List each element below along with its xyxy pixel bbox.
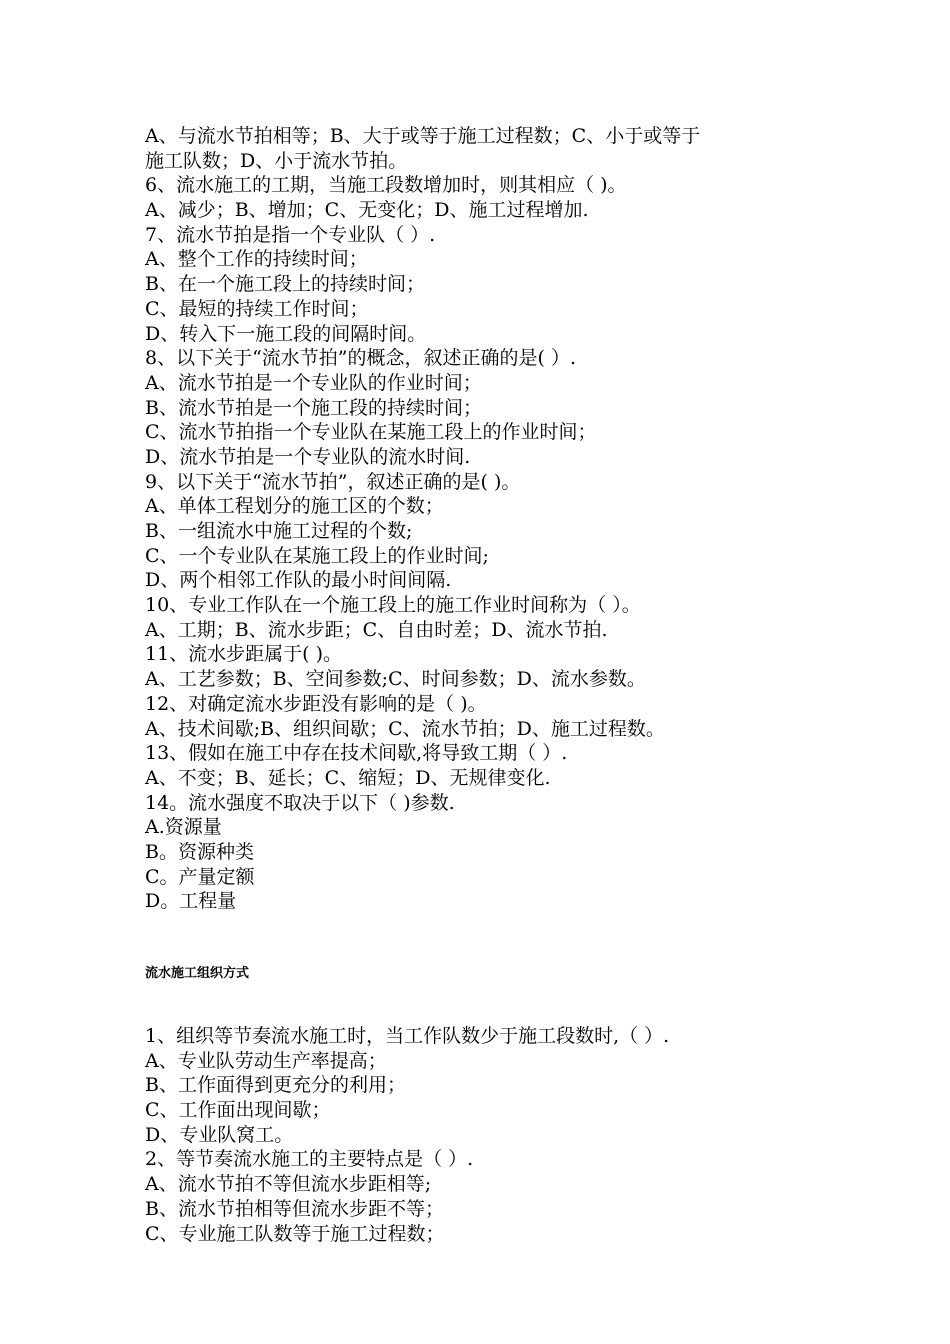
text-line: A、与流水节拍相等；B、大于或等于施工过程数；C、小于或等于 — [145, 125, 701, 147]
text-line: A、整个工作的持续时间； — [145, 248, 368, 271]
text-line: D、转入下一施工段的间隔时间。 — [145, 322, 427, 345]
question-block-part2 — [145, 1024, 845, 1246]
question-block-part1 — [145, 124, 845, 914]
text-line: A.资源量 — [145, 816, 222, 839]
text-line: C。产量定额 — [145, 865, 255, 888]
text-line: C、流水节拍指一个专业队在某施工段上的作业时间； — [145, 421, 597, 444]
text-line: D、两个相邻工作队的最小时间间隔. — [145, 569, 452, 592]
text-line: A、不变；B、延长；C、缩短；D、无规律变化. — [145, 766, 551, 789]
text-line: A、流水节拍不等但流水步距相等; — [145, 1173, 432, 1196]
text-line: 8、以下关于“流水节拍”的概念，叙述正确的是( ）. — [145, 347, 577, 370]
text-line: D、专业队窝工。 — [145, 1123, 294, 1146]
section-heading: 流水施工组织方式 — [145, 966, 250, 981]
text-line: 12、对确定流水步距没有影响的是（ )。 — [145, 692, 487, 715]
text-line: 9、以下关于“流水节拍”，叙述正确的是( )。 — [145, 470, 521, 493]
text-line: C、一个专业队在某施工段上的作业时间; — [145, 544, 489, 567]
text-line: C、最短的持续工作时间； — [145, 297, 369, 320]
text-line: B。资源种类 — [145, 840, 254, 863]
text-line: B、流水节拍是一个施工段的持续时间； — [145, 396, 482, 419]
text-line: 14。流水强度不取决于以下（ )参数. — [145, 791, 455, 814]
text-line: A、专业队劳动生产率提高； — [145, 1049, 387, 1072]
text-line: B、工作面得到更充分的利用； — [145, 1074, 406, 1097]
text-line: A、技术间歇;B、组织间歇；C、流水节拍；D、施工过程数。 — [145, 717, 665, 740]
text-line: 施工队数；D、小于流水节拍。 — [145, 149, 408, 172]
text-line: D。工程量 — [145, 890, 237, 913]
text-line: 11、流水步距属于( )。 — [145, 643, 343, 666]
text-line: 13、假如在施工中存在技术间歇,将导致工期（ ）. — [145, 742, 568, 765]
text-line: A、减少；B、增加；C、无变化；D、施工过程增加. — [145, 199, 589, 222]
text-line: A、工期；B、流水步距；C、自由时差；D、流水节拍. — [145, 618, 608, 641]
text-line: D、流水节拍是一个专业队的流水时间. — [145, 445, 471, 468]
text-line: A、流水节拍是一个专业队的作业时间； — [145, 371, 482, 394]
text-line: 1、组织等节奏流水施工时，当工作队数少于施工段数时,（ ）. — [145, 1025, 670, 1047]
text-line: C、工作面出现间歇； — [145, 1099, 331, 1122]
text-line: B、在一个施工段上的持续时间； — [145, 273, 425, 296]
text-line: A、单体工程划分的施工区的个数； — [145, 495, 444, 518]
text-line: A、工艺参数；B、空间参数;C、时间参数；D、流水参数。 — [145, 668, 646, 691]
text-line: C、专业施工队数等于施工过程数； — [145, 1222, 445, 1245]
text-line: 10、专业工作队在一个施工段上的施工作业时间称为（ ）。 — [145, 594, 641, 617]
text-line: B、一组流水中施工过程的个数; — [145, 520, 413, 542]
text-line: 6、流水施工的工期，当施工段数增加时，则其相应（ )。 — [145, 174, 627, 197]
text-line: 7、流水节拍是指一个专业队（ ）. — [145, 223, 436, 246]
text-line: B、流水节拍相等但流水步距不等； — [145, 1197, 444, 1220]
text-line: 2、等节奏流水施工的主要特点是（ ）. — [145, 1148, 474, 1171]
